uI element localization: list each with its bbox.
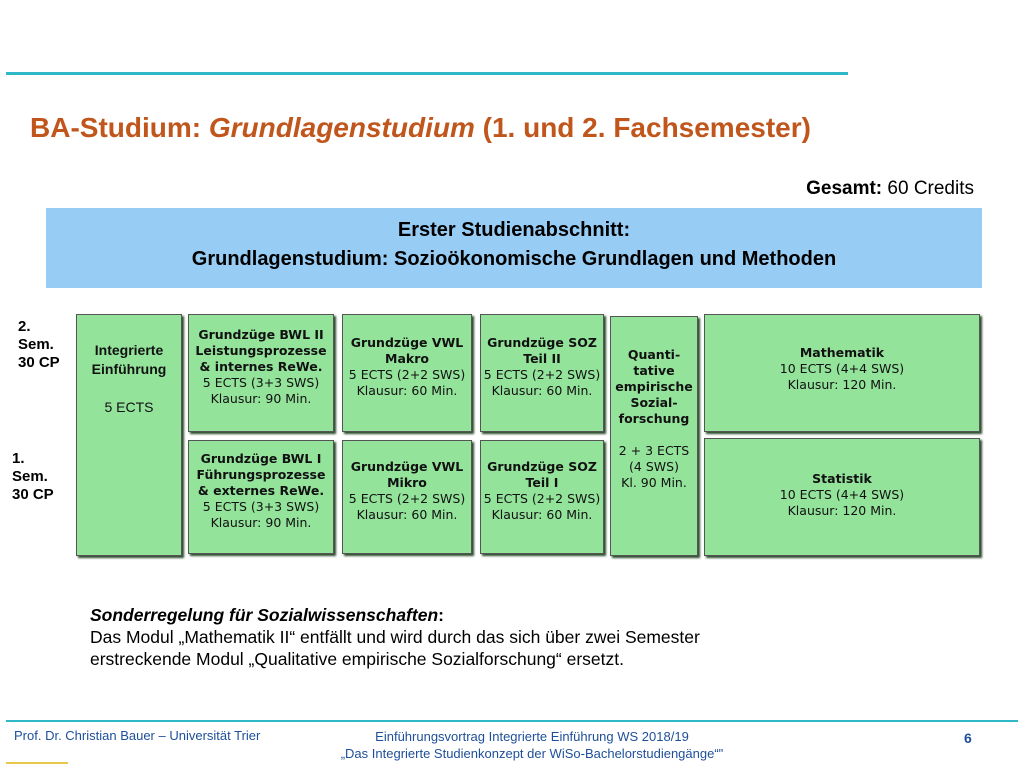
module-soz-i [480, 440, 604, 554]
module-line: Integrierte [94, 342, 164, 358]
module-line: 5 ECTS [104, 399, 154, 415]
note-heading [90, 604, 700, 626]
footer-rule [6, 720, 1018, 722]
module-line: Teil I [525, 475, 559, 490]
top-rule [6, 72, 848, 75]
semester-2-credits: 30 CP [18, 354, 60, 371]
title-italic: Grundlagenstudium [208, 112, 475, 143]
semester-1-credits: 30 CP [12, 486, 54, 503]
module-line: Makro [385, 351, 429, 366]
footer-mark [6, 762, 68, 764]
module-line: forschung [618, 411, 690, 426]
module-line: 5 ECTS (2+2 SWS) [348, 367, 466, 382]
module-bwl-i [188, 440, 334, 554]
footer-talk-line-2: „Das Integrierte Studienkonzept der WiSo-Bachelorstudiengänge“" [340, 746, 724, 761]
module-line: Klausur: 90 Min. [210, 515, 312, 530]
semester-2-label [18, 318, 60, 372]
module-line: Quanti- [627, 347, 681, 362]
module-line: empirische [615, 379, 693, 394]
module-line: Grundzüge BWL II [198, 327, 324, 342]
title-prefix: BA-Studium: [30, 112, 209, 143]
module-line: Teil II [523, 351, 561, 366]
module-line: Klausur: 60 Min. [356, 383, 458, 398]
module-vwl-mikro [342, 440, 472, 554]
module-line: 10 ECTS (4+4 SWS) [779, 487, 905, 502]
module-line: Statistik [812, 471, 872, 486]
section-banner [46, 208, 982, 288]
semester-2-word: Sem. [18, 336, 54, 353]
slide-title [30, 112, 811, 144]
module-line: Klausur: 120 Min. [787, 377, 897, 392]
semester-1-number: 1. [12, 450, 25, 467]
note-heading-colon: : [438, 605, 444, 625]
module-spacer [77, 379, 181, 398]
module-integrierte-einfuehrung [76, 314, 182, 556]
module-statistik [704, 438, 980, 556]
module-line: & internes ReWe. [199, 359, 323, 374]
module-line: 10 ECTS (4+4 SWS) [779, 361, 905, 376]
module-line: 5 ECTS (2+2 SWS) [483, 491, 601, 506]
module-vwl-makro [342, 314, 472, 432]
module-line: Klausur: 60 Min. [491, 383, 593, 398]
banner-line-2: Grundlagenstudium: Sozioökonomische Grundlagen und Methoden [191, 248, 837, 270]
total-credits [806, 178, 974, 200]
page-number: 6 [964, 730, 972, 746]
module-line: 5 ECTS (2+2 SWS) [483, 367, 601, 382]
module-line: Klausur: 90 Min. [210, 391, 312, 406]
module-quantitative-sozialforschung [610, 316, 698, 556]
module-line: Mikro [387, 475, 427, 490]
module-line: Einführung [91, 361, 167, 377]
module-line: & externes ReWe. [197, 483, 325, 498]
note-line-1: Das Modul „Mathematik II“ entfällt und wird durch das sich über zwei Semester [90, 627, 700, 647]
module-line: Mathematik [799, 345, 885, 360]
module-line: (4 SWS) [629, 459, 679, 474]
semester-1-label [12, 450, 54, 504]
note-line-2: erstreckende Modul „Qualitative empirische Sozialforschung“ ersetzt. [90, 649, 624, 669]
module-line: 2 + 3 ECTS [618, 443, 690, 458]
title-suffix: (1. und 2. Fachsemester) [474, 112, 811, 143]
module-line: Grundzüge SOZ [487, 335, 597, 350]
module-line: Grundzüge BWL I [200, 451, 322, 466]
module-line: 5 ECTS (3+3 SWS) [202, 499, 320, 514]
module-line: 5 ECTS (2+2 SWS) [348, 491, 466, 506]
footer-author: Prof. Dr. Christian Bauer – Universität Trier [14, 728, 261, 743]
module-line: Führungsprozesse [196, 467, 326, 482]
banner-line-1: Erster Studienabschnitt: [397, 219, 631, 241]
semester-1-word: Sem. [12, 468, 48, 485]
total-label: Gesamt: [806, 178, 883, 199]
module-line: Kl. 90 Min. [621, 475, 687, 490]
module-spacer [611, 427, 697, 443]
module-line: Leistungsprozesse [195, 343, 327, 358]
special-rule-note [90, 604, 700, 670]
module-line: Klausur: 60 Min. [356, 507, 458, 522]
module-line: 5 ECTS (3+3 SWS) [202, 375, 320, 390]
module-line: Klausur: 120 Min. [787, 503, 897, 518]
module-bwl-ii [188, 314, 334, 432]
module-mathematik [704, 314, 980, 432]
footer-talk-title [312, 728, 752, 762]
module-line: Sozial- [630, 395, 678, 410]
module-soz-ii [480, 314, 604, 432]
semester-2-number: 2. [18, 318, 31, 335]
footer-talk-line-1: Einführungsvortrag Integrierte Einführung WS 2018/19 [375, 729, 689, 744]
module-line: Grundzüge SOZ [487, 459, 597, 474]
total-value: 60 Credits [882, 178, 974, 199]
module-line: Grundzüge VWL [350, 459, 464, 474]
note-heading-text: Sonderregelung für Sozialwissenschaften [90, 605, 439, 625]
module-line: tative [633, 363, 675, 378]
module-line: Grundzüge VWL [350, 335, 464, 350]
module-line: Klausur: 60 Min. [491, 507, 593, 522]
